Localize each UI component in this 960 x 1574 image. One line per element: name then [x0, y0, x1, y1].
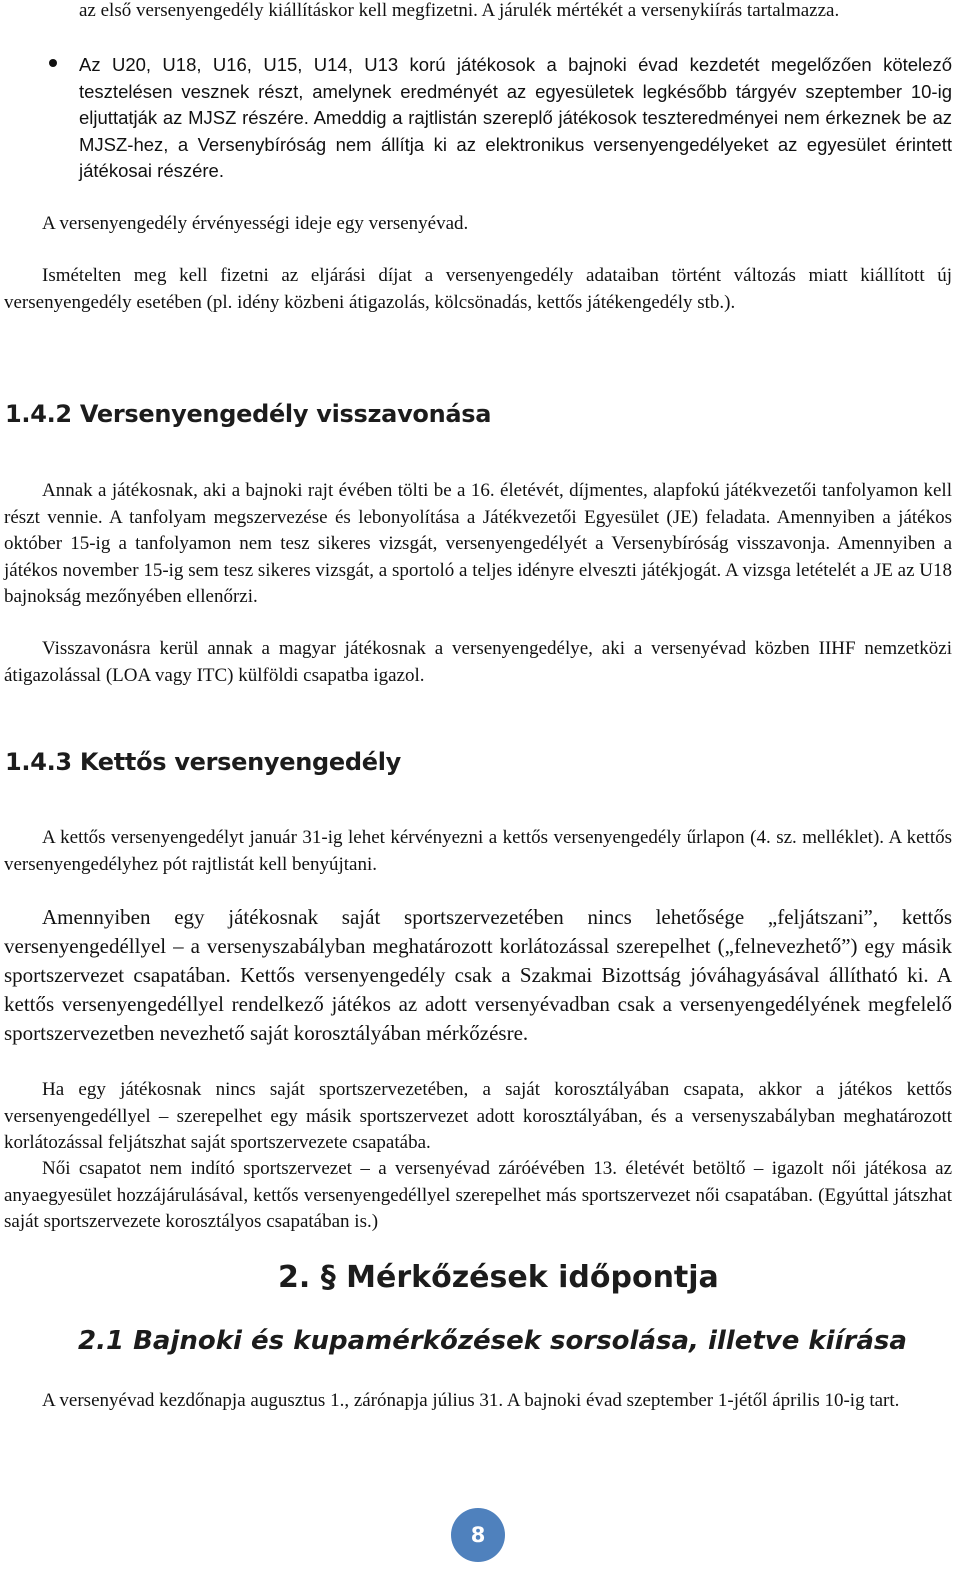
heading-2-1: 2.1 Bajnoki és kupamérkőzések sorsolása, illetve kiírása: [78, 1326, 907, 1356]
paragraph-validity: A versenyengedély érvényességi ideje egy versenyévad.: [42, 213, 469, 234]
paragraph-repeat-fee: Ismételten meg kell fizetni az eljárási díjat a versenyengedély adataiban történt változás miatt kiállított új versenyengedély esetében (pl. idény közbeni átigazolás, kölcsönadás, kettős játékengedély stb.).: [4, 265, 952, 313]
paragraph-dual-4: Női csapatot nem indító sportszervezet – a versenyévad záróévében 13. életévét betöltő – igazolt női játékosa az anyaegyesület hozzájárulásával, kettős versenyengedéllyel szerepelhet más sportszervezet női csapatában. (Egyúttal játszhat saját sportszervezete korosztályos csapatában is.): [4, 1158, 952, 1232]
paragraph-top-continuation: az első versenyengedély kiállításkor kell megfizetni. A járulék mértékét a versenykiírás tartalmazza.: [79, 0, 840, 21]
heading-1-4-3: 1.4.3 Kettős versenyengedély: [5, 748, 402, 776]
paragraph-season-dates: A versenyévad kezdőnapja augusztus 1., zárónapja július 31. A bajnoki évad szeptember 1-jétől április 10-ig tart.: [42, 1390, 900, 1411]
page-number-badge: 8: [451, 1508, 505, 1562]
paragraph-revocation-1: Annak a játékosnak, aki a bajnoki rajt évében tölti be a 16. életévét, díjmentes, alapfokú játékvezetői tanfolyamon kell részt vennie. A tanfolyam megszervezése és lebonyolítása a Játékvezetői Egyesület (JE) feladata. Amennyiben a játékos október 15-ig a tanfolyamon nem tesz sikeres vizsgát, versenyengedélyét a Versenybíróság visszavonja. Amennyiben a játékos november 15-ig sem tesz sikeres vizsgát, a sportoló a teljes idényre elveszti játékjogát. A vizsga letételét a JE az U18 bajnokság mezőnyében ellenőrzi.: [4, 480, 952, 607]
bullet-item-testing: Az U20, U18, U16, U15, U14, U13 korú játékosok a bajnoki évad kezdetét megelőzően kötelező tesztelésen vesznek részt, amelynek eredményét az egyesületek legkésőbb tárgyév szeptember 10-ig eljuttatják az MJSZ részére. Ameddig a rajtlistán szereplő játékosok teszteredményei nem érkeznek be az MJSZ-hez, a Versenybíróság nem állítja ki az elektronikus versenyengedélyeket az egyesület érintett játékosai részére.: [79, 54, 952, 181]
paragraph-revocation-2: Visszavonásra kerül annak a magyar játékosnak a versenyengedélye, aki a versenyévad közben IIHF nemzetközi átigazolással (LOA vagy ITC) külföldi csapatba igazol.: [4, 638, 952, 686]
paragraph-dual-3: Ha egy játékosnak nincs saját sportszervezetében, a saját korosztályában csapata, akkor a játékos kettős versenyengedéllyel – szerepelhet egy másik sportszervezet adott korosztályában, és a versenyszabályban meghatározott korlátozással feljátszhat saját sportszervezete csapatába.: [4, 1079, 952, 1153]
heading-1-4-2: 1.4.2 Versenyengedély visszavonása: [5, 400, 492, 428]
chapter-heading-2: 2. § Mérkőzések időpontja: [278, 1260, 719, 1295]
paragraph-dual-1: A kettős versenyengedélyt január 31-ig lehet kérvényezni a kettős versenyengedély űrlapon (4. sz. melléklet). A kettős versenyengedélyhez pót rajtlistát kell benyújtani.: [4, 827, 952, 875]
paragraph-dual-2: Amennyiben egy játékosnak saját sportszervezetében nincs lehetősége „feljátszani”, kettős versenyengedéllyel – a versenyszabályban meghatározott korlátozással szerepelhet („felnevezhető”) egy másik sportszervezet csapatában. Kettős versenyengedély csak a Szakmai Bizottság jóváhagyásával állítható ki. A kettős versenyengedéllyel rendelkező játékos az adott versenyévadban csak a versenyengedélyének megfelelő sportszervezetben nevezhető saját korosztályában mérkőzésre.: [4, 905, 952, 1045]
bullet-icon: [49, 59, 57, 67]
